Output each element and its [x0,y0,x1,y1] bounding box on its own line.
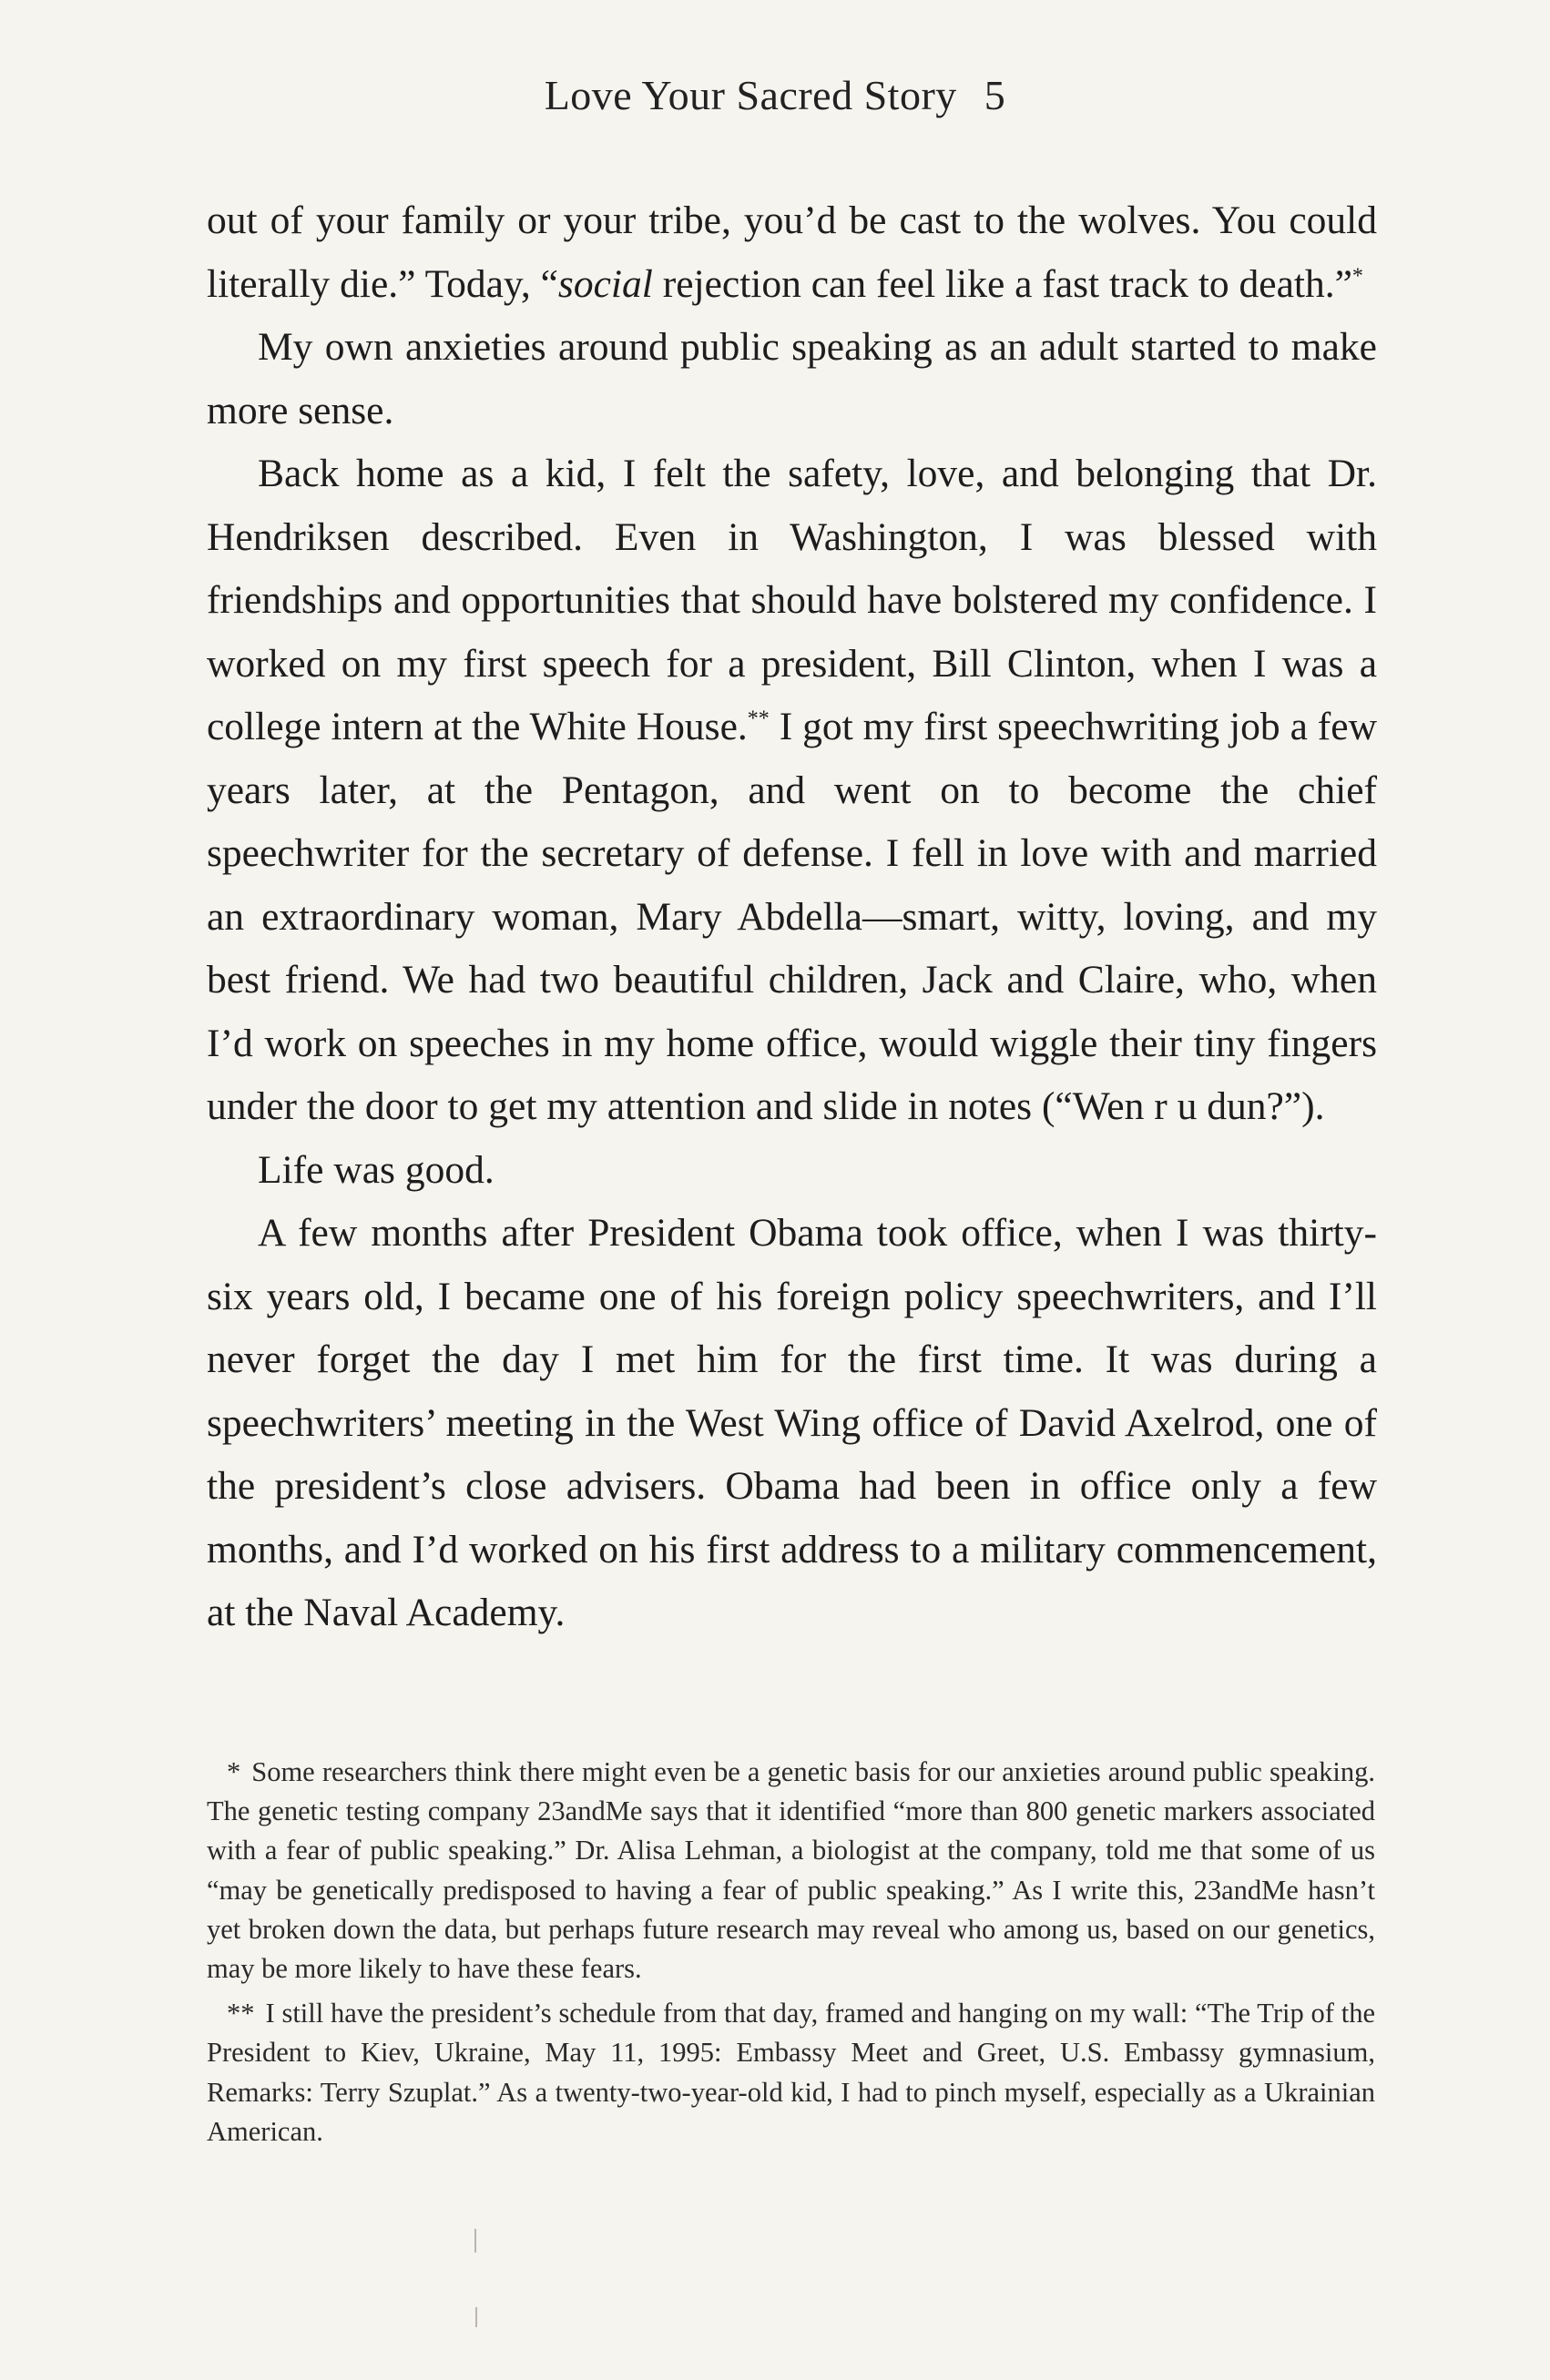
paragraph-3-text-a: Back home as a kid, I felt the safety, love, and belonging that Dr. Hendriksen described. Even in Washington, I was blessed with friendships and opportunities that should have bolstered my confidence. I worked on my first speech for a president, Bill Clinton, when I was a college intern at the White House. [207,452,1377,748]
footnote-marker: * [227,1756,241,1787]
footnote-2 [207,1994,1375,2151]
scan-artifact-mark [474,2229,476,2253]
paragraph-4: Life was good. [258,1147,495,1192]
paragraph-1 [207,189,1377,316]
footnotes [207,1753,1375,2151]
paragraph-1-text-b: rejection can feel like a fast track to death.” [652,261,1352,306]
page-number: 5 [984,72,1006,118]
chapter-title: Love Your Sacred Story [544,72,957,118]
paragraph-3-text-b: I got my first speechwriting job a few years later, at the Pentagon, and went on to become the chief speechwriter for the secretary of defense. I fell in love with and married an extraordinary woman, Mary Abdella—smart, witty, loving, and my best friend. We had two beautiful children, Jack and Claire, who, when I’d work on speeches in my home office, would wiggle their tiny fingers under the door to get my attention and slide in notes (“Wen r u dun?”). [207,705,1378,1128]
footnote-ref-2: ** [747,707,770,731]
footnote-text: I still have the president’s schedule from that day, framed and hanging on my wall: “The Trip of the President to Kiev, Ukraine, May 11, 1995: Embassy Meet and Greet, U.S. Embassy gymnasium, Remarks: Terry Szuplat.” As a twenty-two-year-old kid, I had to pinch myself, especially as a Ukrainian American. [207,1998,1375,2147]
paragraph-2: My own anxieties around public speaking as an adult started to make more sense. [207,325,1377,432]
paragraph-3 [207,442,1377,1139]
paragraph-1-text-a: out of your family or your tribe, you’d be cast to the wolves. You could literally die.” Today, “ [207,198,1377,306]
footnote-ref-1: * [1351,264,1363,288]
paragraph-5: A few months after President Obama took office, when I was thirty-six years old, I became one of his foreign policy speechwriters, and I’ll never forget the day I met him for the first time. It was during a speechwriters’ meeting in the West Wing office of David Axelrod, one of the president’s close advisers. Obama had been in office only a few months, and I’d worked on his first address to a military commencement, at the Naval Academy. [207,1211,1377,1634]
footnote-text: Some researchers think there might even be a genetic basis for our anxieties around public speaking. The genetic testing company 23andMe says that it identified “more than 800 genetic markers associated with a fear of public speaking.” Dr. Alisa Lehman, a biologist at the company, told me that some of us “may be genetically predisposed to having a fear of public speaking.” As I write this, 23andMe hasn’t yet broken down the data, but perhaps future research may reveal who among us, based on our genetics, may be more likely to have these fears. [207,1756,1375,1985]
italic-social: social [557,261,653,306]
scan-artifact-mark [475,2307,477,2327]
footnote-1 [207,1753,1375,1988]
body-text [207,189,1377,1645]
running-head [0,71,1550,119]
footnote-marker: ** [227,1998,255,2029]
